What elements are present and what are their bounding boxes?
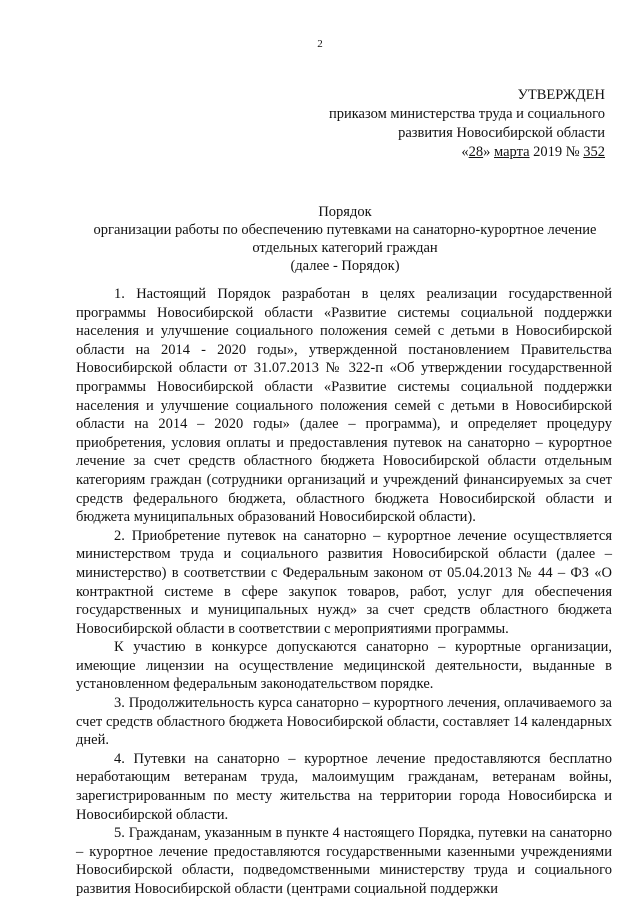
approval-number: 352 xyxy=(583,144,605,160)
approval-day: 28 xyxy=(468,144,484,160)
paragraph-3: К участию в конкурсе допускаются санаторно – курортные организации, имеющие лицензии на осуществление медицинской деятельности, выданные в установленном федеральным законодательством порядке. xyxy=(76,639,612,693)
document-body xyxy=(76,285,612,899)
approval-month: марта xyxy=(494,144,530,160)
paragraph-5: 4. Путевки на санаторно – курортное лечение предоставляются бесплатно неработающим ветеранам труда, малоимущим гражданам, ветеранам войны, зарегистрированным по месту жительства на территории города Новосибирска и Новосибирской области. xyxy=(76,750,612,823)
paragraph-2: 2. Приобретение путевок на санаторно – курортное лечение осуществляется министерством труда и социального развития Новосибирской области (далее – министерство) в соответствии с Федеральным законом от 05.04.2013 № 44 – ФЗ «О контрактной системе в сфере закупок товаров, работ, услуг для обеспечения государственных и муниципальных нужд» за счет средств областного бюджета Новосибирской области в соответствии с мероприятиями программы. xyxy=(76,527,612,637)
approval-stamp xyxy=(329,86,605,162)
date-open-quote: « xyxy=(461,144,469,160)
page-number: 2 xyxy=(317,38,323,50)
approval-line-2: развития Новосибирской области xyxy=(398,125,605,141)
approval-date-line xyxy=(329,143,605,162)
date-close-quote: » xyxy=(483,144,491,160)
paragraph-6: 5. Гражданам, указанным в пункте 4 настоящего Порядка, путевки на санаторно – курортное лечение предоставляются государственными казенными учреждениями Новосибирской области, подведомственными министерству труда и социального развития Новосибирской области (центрами социальной поддержки xyxy=(76,825,612,897)
title-heading: Порядок xyxy=(318,204,372,220)
approval-line-1: приказом министерства труда и социального xyxy=(328,106,605,122)
title-line-1: организации работы по обеспечению путевками на санаторно-курортное лечение xyxy=(93,222,597,238)
paragraph-4: 3. Продолжительность курса санаторно – курортного лечения, оплачиваемого за счет средств областного бюджета Новосибирской области, составляет 14 календарных дней. xyxy=(76,695,612,749)
title-line-3: (далее - Порядок) xyxy=(290,258,400,274)
approval-year: 2019 xyxy=(533,144,563,160)
approval-title: УТВЕРЖДЕН xyxy=(517,87,605,103)
document-title xyxy=(60,203,630,275)
title-line-2: отдельных категорий граждан xyxy=(252,240,438,256)
paragraph-1: 1. Настоящий Порядок разработан в целях реализации государственной программы Новосибирской области «Развитие системы социальной поддержки населения и улучшение социального положения семей с детьми в Новосибирской области на 2014 - 2020 годы», утвержденной постановлением Правительства Новосибирской области от 31.07.2013 № 322-п «Об утверждении государственной программы Новосибирской области «Развитие системы социальной поддержки населения и улучшение социального положения семей с детьми в Новосибирской области на 2014 – 2020 годы» (далее – программа), и определяет процедуру приобретения, условия оплаты и предоставления путевок на санаторно – курортное лечение за счет средств областного бюджета Новосибирской области отдельным категориям граждан (сотрудники организаций и учреждений финансируемых за счет средств федерального бюджета, областного бюджета Новосибирской области и бюджета муниципальных образований Новосибирской области). xyxy=(76,286,612,526)
number-sign: № xyxy=(565,144,580,160)
